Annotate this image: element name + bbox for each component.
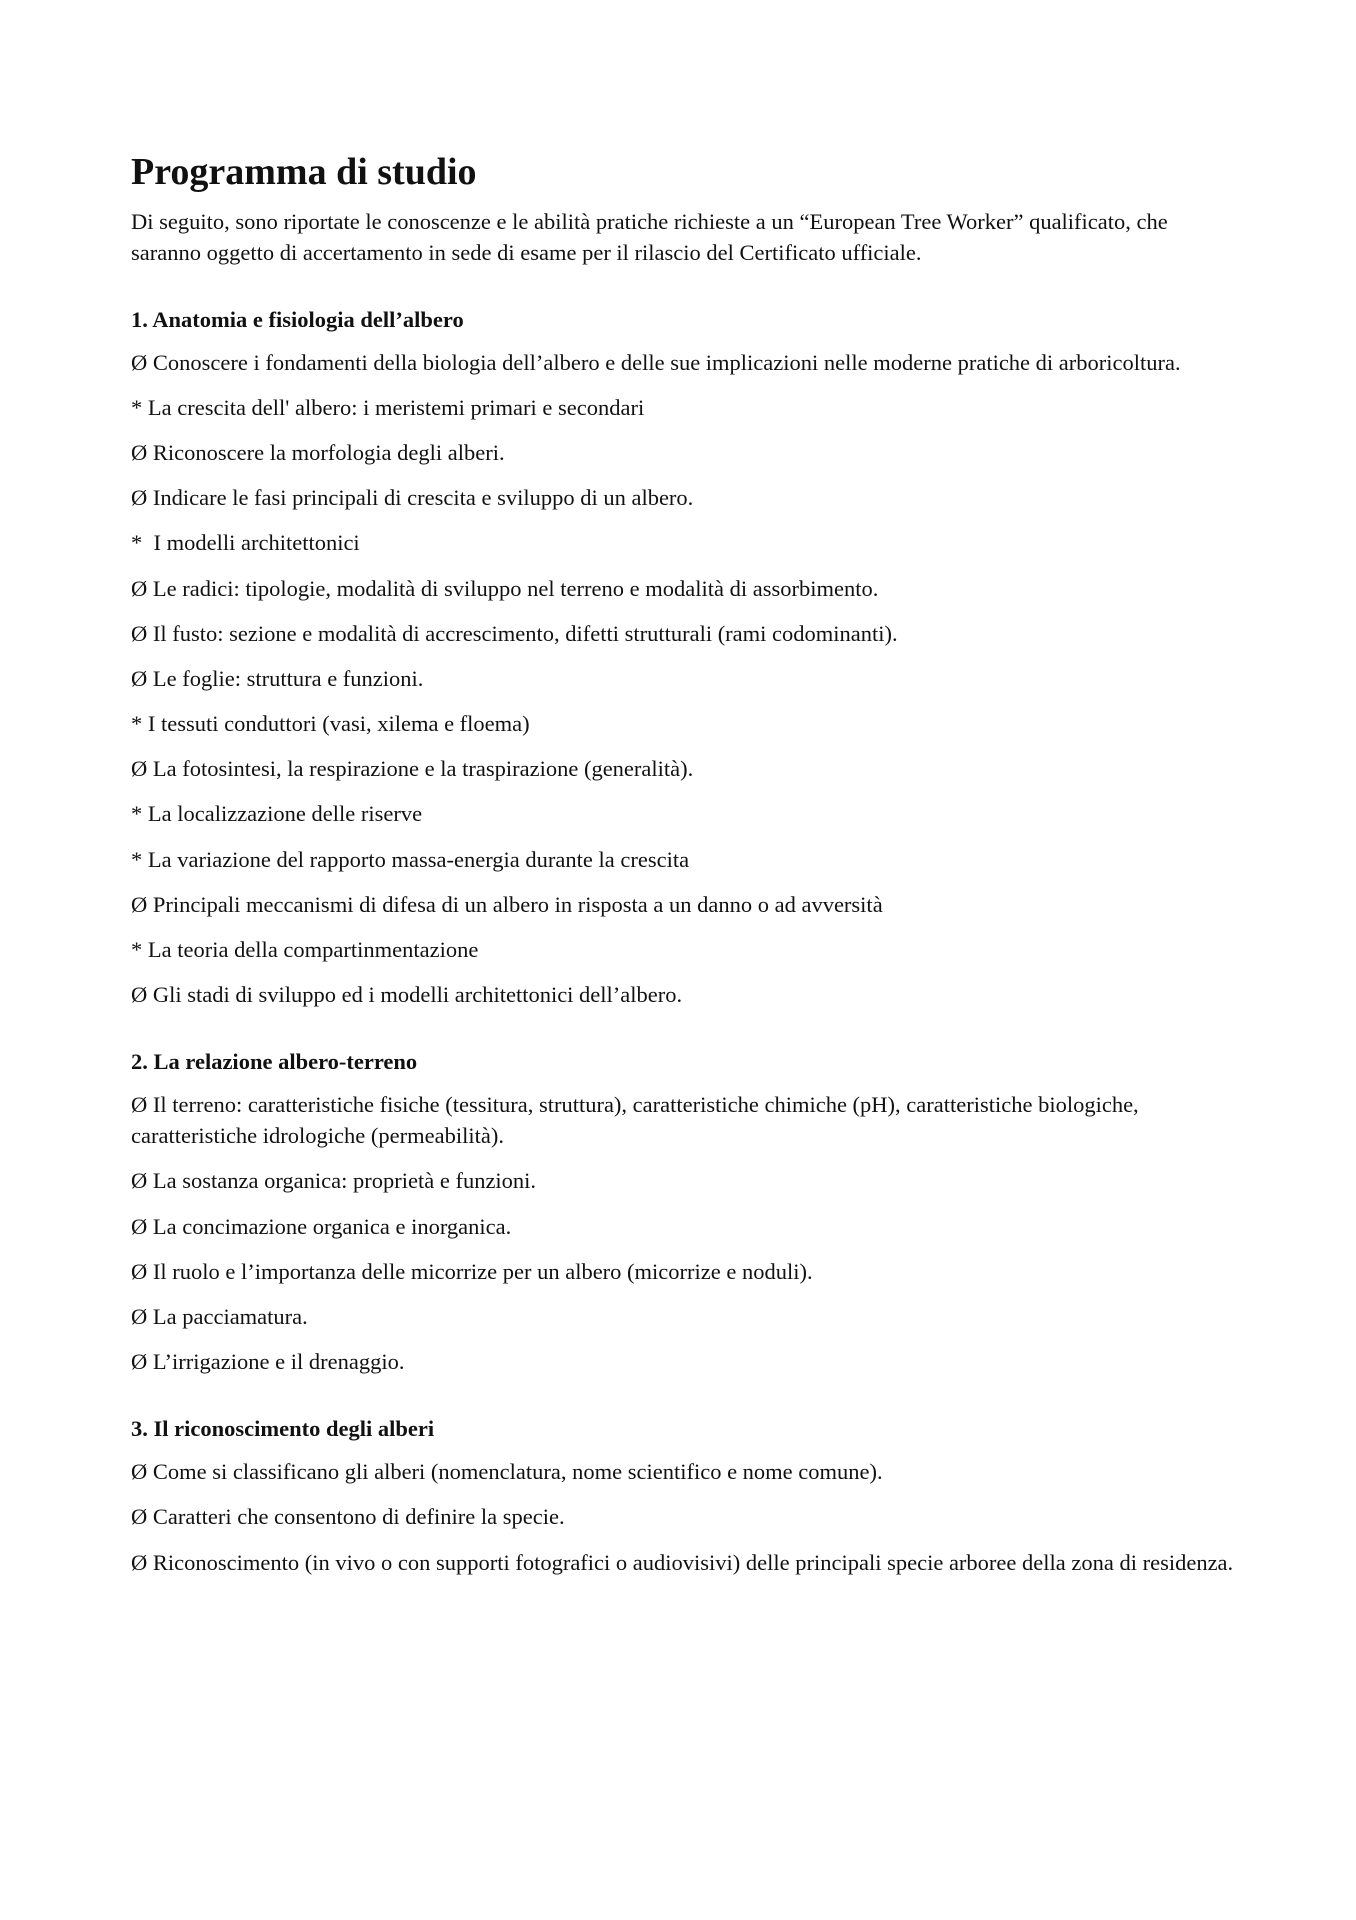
bullet-marker: Ø: [131, 620, 148, 646]
list-item: [131, 1089, 1241, 1151]
list-item: [131, 1346, 1241, 1377]
list-item: [131, 1547, 1241, 1578]
item-text: Indicare le fasi principali di crescita e sviluppo di un albero.: [152, 485, 694, 511]
item-text: Le foglie: struttura e funzioni.: [152, 665, 424, 691]
item-text: Il ruolo e l’importanza delle micorrize per un albero (micorrize e noduli).: [152, 1258, 813, 1284]
item-text: La variazione del rapporto massa-energia durante la crescita: [147, 846, 690, 872]
bullet-marker: Ø: [131, 1349, 148, 1375]
item-text: Il fusto: sezione e modalità di accrescimento, difetti strutturali (rami codominanti).: [152, 620, 898, 646]
list-item: [131, 618, 1241, 649]
list-item: [131, 844, 1241, 875]
item-text: Riconoscimento (in vivo o con supporti fotografici o audiovisivi) delle principali specie arboree della zona di residenza.: [152, 1549, 1234, 1575]
list-item: [131, 798, 1241, 829]
list-item: [131, 979, 1241, 1010]
bullet-marker: Ø: [131, 1504, 148, 1530]
item-text: La concimazione organica e inorganica.: [152, 1213, 512, 1239]
section-items: [131, 347, 1241, 1011]
bullet-marker: Ø: [131, 485, 148, 511]
list-item: [131, 1301, 1241, 1332]
list-item: [131, 347, 1241, 378]
section-heading: 1. Anatomia e fisiologia dell’albero: [131, 306, 464, 332]
item-text: Riconoscere la morfologia degli alberi.: [152, 439, 505, 465]
bullet-marker: Ø: [131, 439, 148, 465]
bullet-marker: *: [131, 530, 143, 556]
bullet-marker: Ø: [131, 891, 148, 917]
bullet-marker: *: [131, 846, 143, 872]
item-text: I modelli architettonici: [147, 530, 360, 556]
bullet-marker: Ø: [131, 1459, 148, 1485]
section-heading: 2. La relazione albero-terreno: [131, 1049, 418, 1075]
item-text: Come si classificano gli alberi (nomenclatura, nome scientifico e nome comune).: [152, 1459, 883, 1485]
bullet-marker: *: [131, 937, 143, 963]
bullet-marker: Ø: [131, 982, 148, 1008]
item-text: L’irrigazione e il drenaggio.: [152, 1349, 405, 1375]
item-text: Le radici: tipologie, modalità di sviluppo nel terreno e modalità di assorbimento.: [152, 575, 879, 601]
section-tree-soil: [131, 1046, 1241, 1377]
item-text: La fotosintesi, la respirazione e la traspirazione (generalità).: [152, 756, 694, 782]
item-text: I tessuti conduttori (vasi, xilema e floema): [147, 711, 530, 737]
list-item: [131, 392, 1241, 423]
list-item: [131, 753, 1241, 784]
bullet-marker: Ø: [131, 1303, 148, 1329]
bullet-marker: *: [131, 801, 143, 827]
list-item: [131, 482, 1241, 513]
item-text: La crescita dell' albero: i meristemi primari e secondari: [147, 394, 645, 420]
item-text: Conoscere i fondamenti della biologia dell’albero e delle sue implicazioni nelle moderne pratiche di arboricoltura.: [152, 349, 1181, 375]
list-item: [131, 1165, 1241, 1196]
item-text: Principali meccanismi di difesa di un albero in risposta a un danno o ad avversità: [152, 891, 883, 917]
item-text: Caratteri che consentono di definire la specie.: [152, 1504, 565, 1530]
list-item: [131, 663, 1241, 694]
list-item: [131, 1456, 1241, 1487]
item-text: Il terreno: caratteristiche fisiche (tessitura, struttura), caratteristiche chimiche (pH), caratteristiche biologiche, caratteristiche idrologiche (permeabilità).: [131, 1092, 1145, 1149]
item-text: Gli stadi di sviluppo ed i modelli architettonici dell’albero.: [152, 982, 683, 1008]
list-item: [131, 1211, 1241, 1242]
item-text: La pacciamatura.: [152, 1303, 308, 1329]
section-items: [131, 1456, 1241, 1577]
list-item: [131, 708, 1241, 739]
bullet-marker: Ø: [131, 1213, 148, 1239]
bullet-marker: Ø: [131, 1549, 148, 1575]
section-tree-recognition: [131, 1413, 1241, 1577]
bullet-marker: Ø: [131, 665, 148, 691]
list-item: [131, 934, 1241, 965]
bullet-marker: Ø: [131, 575, 148, 601]
list-item: [131, 437, 1241, 468]
item-text: La teoria della compartinmentazione: [147, 937, 479, 963]
section-items: [131, 1089, 1241, 1377]
bullet-marker: *: [131, 394, 143, 420]
item-text: La sostanza organica: proprietà e funzioni.: [152, 1168, 537, 1194]
section-anatomy: [131, 304, 1241, 1011]
bullet-marker: Ø: [131, 1258, 148, 1284]
section-heading: 3. Il riconoscimento degli alberi: [131, 1416, 435, 1442]
list-item: [131, 527, 1241, 558]
list-item: [131, 1256, 1241, 1287]
list-item: [131, 573, 1241, 604]
bullet-marker: Ø: [131, 1168, 148, 1194]
page-title: Programma di studio: [131, 151, 477, 193]
item-text: La localizzazione delle riserve: [147, 801, 423, 827]
intro-paragraph: Di seguito, sono riportate le conoscenze e le abilità pratiche richieste a un “European Tree Worker” qualificato, che saranno oggetto di accertamento in sede di esame per il rilascio del Certificato ufficiale.: [131, 208, 1168, 265]
bullet-marker: Ø: [131, 349, 148, 375]
bullet-marker: Ø: [131, 1092, 148, 1118]
list-item: [131, 1501, 1241, 1532]
document-page: [131, 150, 1241, 1592]
bullet-marker: Ø: [131, 756, 148, 782]
bullet-marker: *: [131, 711, 143, 737]
list-item: [131, 889, 1241, 920]
